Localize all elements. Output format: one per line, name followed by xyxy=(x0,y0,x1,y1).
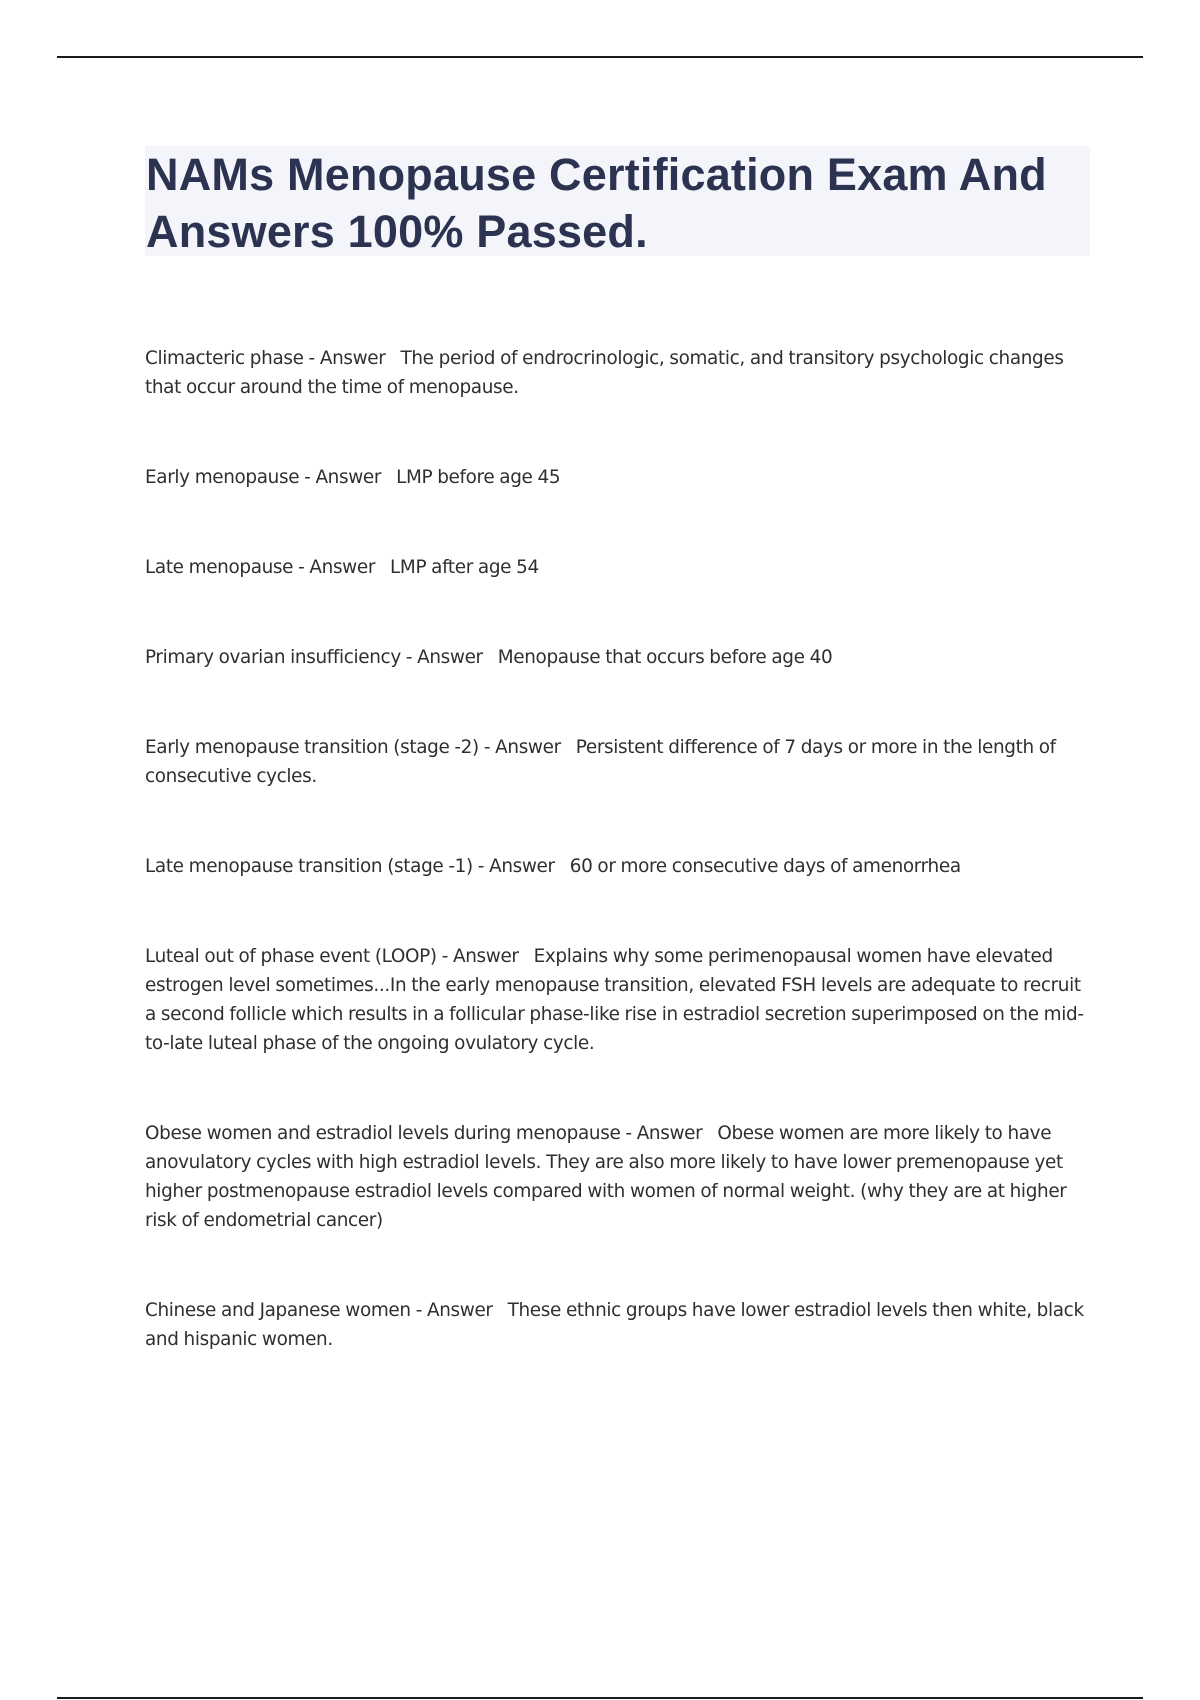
bottom-divider xyxy=(57,1697,1143,1699)
qa-separator: - Answer xyxy=(293,557,391,578)
qa-separator: - Answer xyxy=(400,647,498,668)
qa-separator: - Answer xyxy=(620,1123,718,1144)
document-title: NAMs Menopause Certification Exam And Answers 100% Passed. xyxy=(146,149,1047,257)
qa-answer: LMP before age 45 xyxy=(396,467,561,488)
qa-item-chinese-japanese-women xyxy=(145,1296,1095,1354)
qa-separator: - Answer xyxy=(436,946,534,967)
qa-separator: - Answer xyxy=(410,1300,508,1321)
qa-item-early-menopause xyxy=(145,463,1095,492)
qa-item-luteal-out-of-phase-event xyxy=(145,942,1095,1058)
qa-separator: - Answer xyxy=(472,856,570,877)
qa-answer: LMP after age 54 xyxy=(390,557,539,578)
qa-separator: - Answer xyxy=(299,467,397,488)
qa-term: Primary ovarian insufficiency xyxy=(145,647,401,668)
qa-item-early-menopause-transition xyxy=(145,733,1095,791)
qa-list xyxy=(145,344,1095,1415)
qa-answer: These ethnic groups have lower estradiol levels then white, black and hispanic women. xyxy=(145,1300,1084,1350)
qa-item-late-menopause-transition xyxy=(145,852,1095,881)
qa-separator: - Answer xyxy=(478,737,576,758)
qa-term: Early menopause transition (stage -2) xyxy=(145,737,479,758)
qa-answer: Obese women are more likely to have anovulatory cycles with high estradiol levels. They are also more likely to have lower premenopause yet higher postmenopause estradiol levels compared with women of normal weight. (why they are at higher risk of endometrial cancer) xyxy=(145,1123,1067,1231)
qa-answer: Explains why some perimenopausal women have elevated estrogen level sometimes...In the early menopause transition, elevated FSH levels are adequate to recruit a second follicle which results in a follicular phase-like rise in estradiol secretion superimposed on the mid-to-late luteal phase of the ongoing ovulatory cycle. xyxy=(145,946,1084,1054)
qa-term: Late menopause xyxy=(145,557,294,578)
qa-answer: 60 or more consecutive days of amenorrhea xyxy=(569,856,961,877)
qa-item-climacteric-phase xyxy=(145,344,1095,402)
qa-term: Early menopause xyxy=(145,467,300,488)
qa-answer: Persistent difference of 7 days or more in the length of consecutive cycles. xyxy=(145,737,1056,787)
top-divider xyxy=(57,56,1143,58)
qa-answer: The period of endrocrinologic, somatic, and transitory psychologic changes that occur around the time of menopause. xyxy=(145,348,1064,398)
qa-item-primary-ovarian-insufficiency xyxy=(145,643,1095,672)
qa-answer: Menopause that occurs before age 40 xyxy=(497,647,833,668)
qa-term: Late menopause transition (stage -1) xyxy=(145,856,473,877)
qa-term: Obese women and estradiol levels during menopause xyxy=(145,1123,621,1144)
qa-separator: - Answer xyxy=(303,348,401,369)
qa-term: Luteal out of phase event (LOOP) xyxy=(145,946,437,967)
qa-item-late-menopause xyxy=(145,553,1095,582)
qa-term: Chinese and Japanese women xyxy=(145,1300,411,1321)
qa-item-obese-women-estradiol xyxy=(145,1119,1095,1235)
qa-term: Climacteric phase xyxy=(145,348,304,369)
title-banner xyxy=(145,146,1090,256)
